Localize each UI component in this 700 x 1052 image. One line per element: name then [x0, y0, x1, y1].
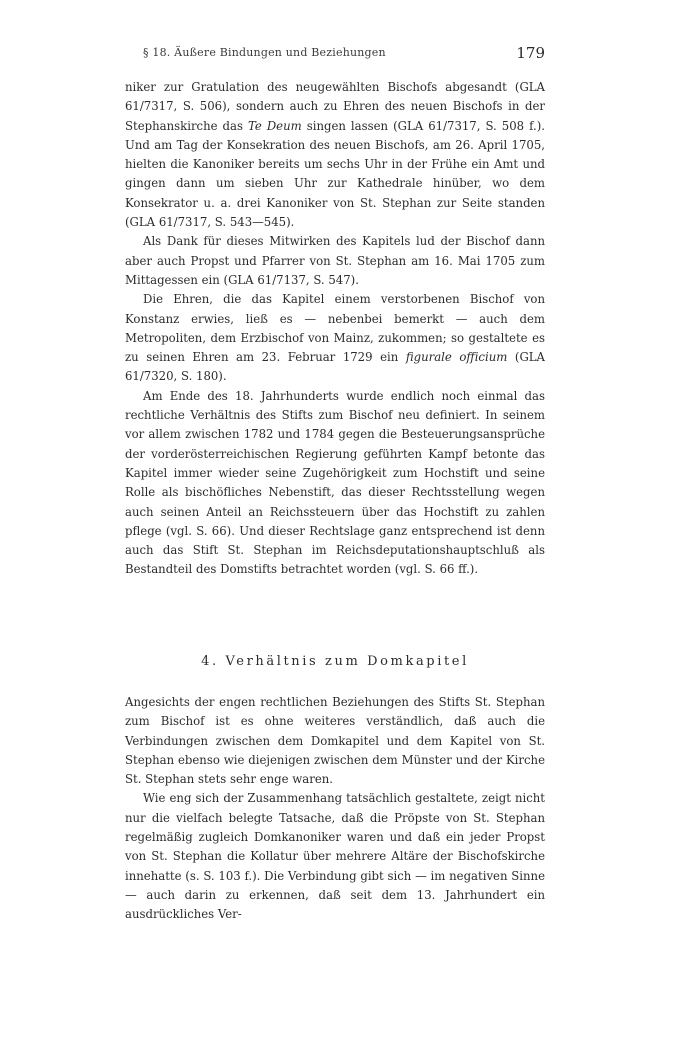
paragraph: Am Ende des 18. Jahrhunderts wurde endlich noch einmal das rechtliche Verhältnis des Stifts zum Bischof neu definiert. In seinem vor allem zwischen 1782 und 1784 gegen die Besteuerungsansprüche der vorderösterreichischen Regierung geführten Kampf betonte das Kapitel immer wieder seine Zugehörigkeit zum Hochstift und seine Rolle als bischöfliches Nebenstift, das dieser Rechtsstellung wegen auch seinen Anteil an Reichssteuern über das Hochstift zu zahlen pflege (vgl. S. 66). Und dieser Rechtslage ganz entsprechend ist denn auch das Stift St. Stephan im Reichsdeputationshauptschluß als Bestandteil des Domstifts betrachtet worden (vgl. S. 66 ff.). [125, 388, 545, 577]
page-number: 179 [516, 44, 545, 62]
page-header [125, 44, 545, 70]
paragraph: Wie eng sich der Zusammenhang tatsächlich gestaltete, zeigt nicht nur die vielfach belegte Tatsache, daß die Pröpste von St. Stephan regelmäßig zugleich Domkanoniker waren und daß ein jeder Propst von St. Stephan die Kollatur über mehrere Altäre der Bischofskirche innehatte (s. S. 103 f.). Die Verbindung gibt sich — im negativen Sinne — auch darin zu erkennen, daß seit dem 13. Jahrhundert ein ausdrückliches Ver- [125, 791, 545, 922]
running-title: § 18. Äußere Bindungen und Beziehungen [143, 46, 386, 59]
paragraph: Als Dank für dieses Mitwirken des Kapitels lud der Bischof dann aber auch Propst und Pfarrer von St. Stephan am 16. Mai 1705 zum Mittagessen ein (GLA 61/7137, S. 547). [125, 234, 545, 287]
section-heading: 4. Verhältnis zum Domkapitel [201, 654, 469, 669]
section-body-text [125, 693, 545, 925]
paragraph: niker zur Gratulation des neugewählten Bischofs abgesandt (GLA 61/7317, S. 506), sondern auch zu Ehren des neuen Bischofs in der Stephanskirche das Te Deum singen lassen (GLA 61/7317, S. 508 f.). Und am Tag der Konsekration des neuen Bischofs, am 26. April 1705, hielten die Kanoniker bereits um sechs Uhr in der Frühe ein Amt und gingen dann um sieben Uhr zur Kathedrale hinüber, wo dem Konsekrator u. a. drei Kanoniker von St. Stephan zur Seite standen (GLA 61/7317, S. 543—545). [125, 80, 546, 230]
paragraph: Angesichts der engen rechtlichen Beziehungen des Stifts St. Stephan zum Bischof ist es ohne weiteres verständlich, daß auch die Verbindungen zwischen dem Domkapitel und dem Kapitel von St. Stephan ebenso wie diejenigen zwischen dem Münster und der Kirche St. Stephan stets sehr enge waren. [125, 695, 545, 787]
emphasis-text: figurale officium [405, 350, 508, 365]
emphasis-text: Te Deum [248, 118, 302, 133]
paragraph: Die Ehren, die das Kapitel einem verstorbenen Bischof von Konstanz erwies, ließ es — nebenbei bemerkt — auch dem Metropoliten, dem Erzbischof von Mainz, zukommen; so gestaltete es zu seinen Ehren am 23. Februar 1729 ein figurale officium (GLA 61/7320, S. 180). [125, 292, 545, 384]
body-text [125, 78, 545, 580]
